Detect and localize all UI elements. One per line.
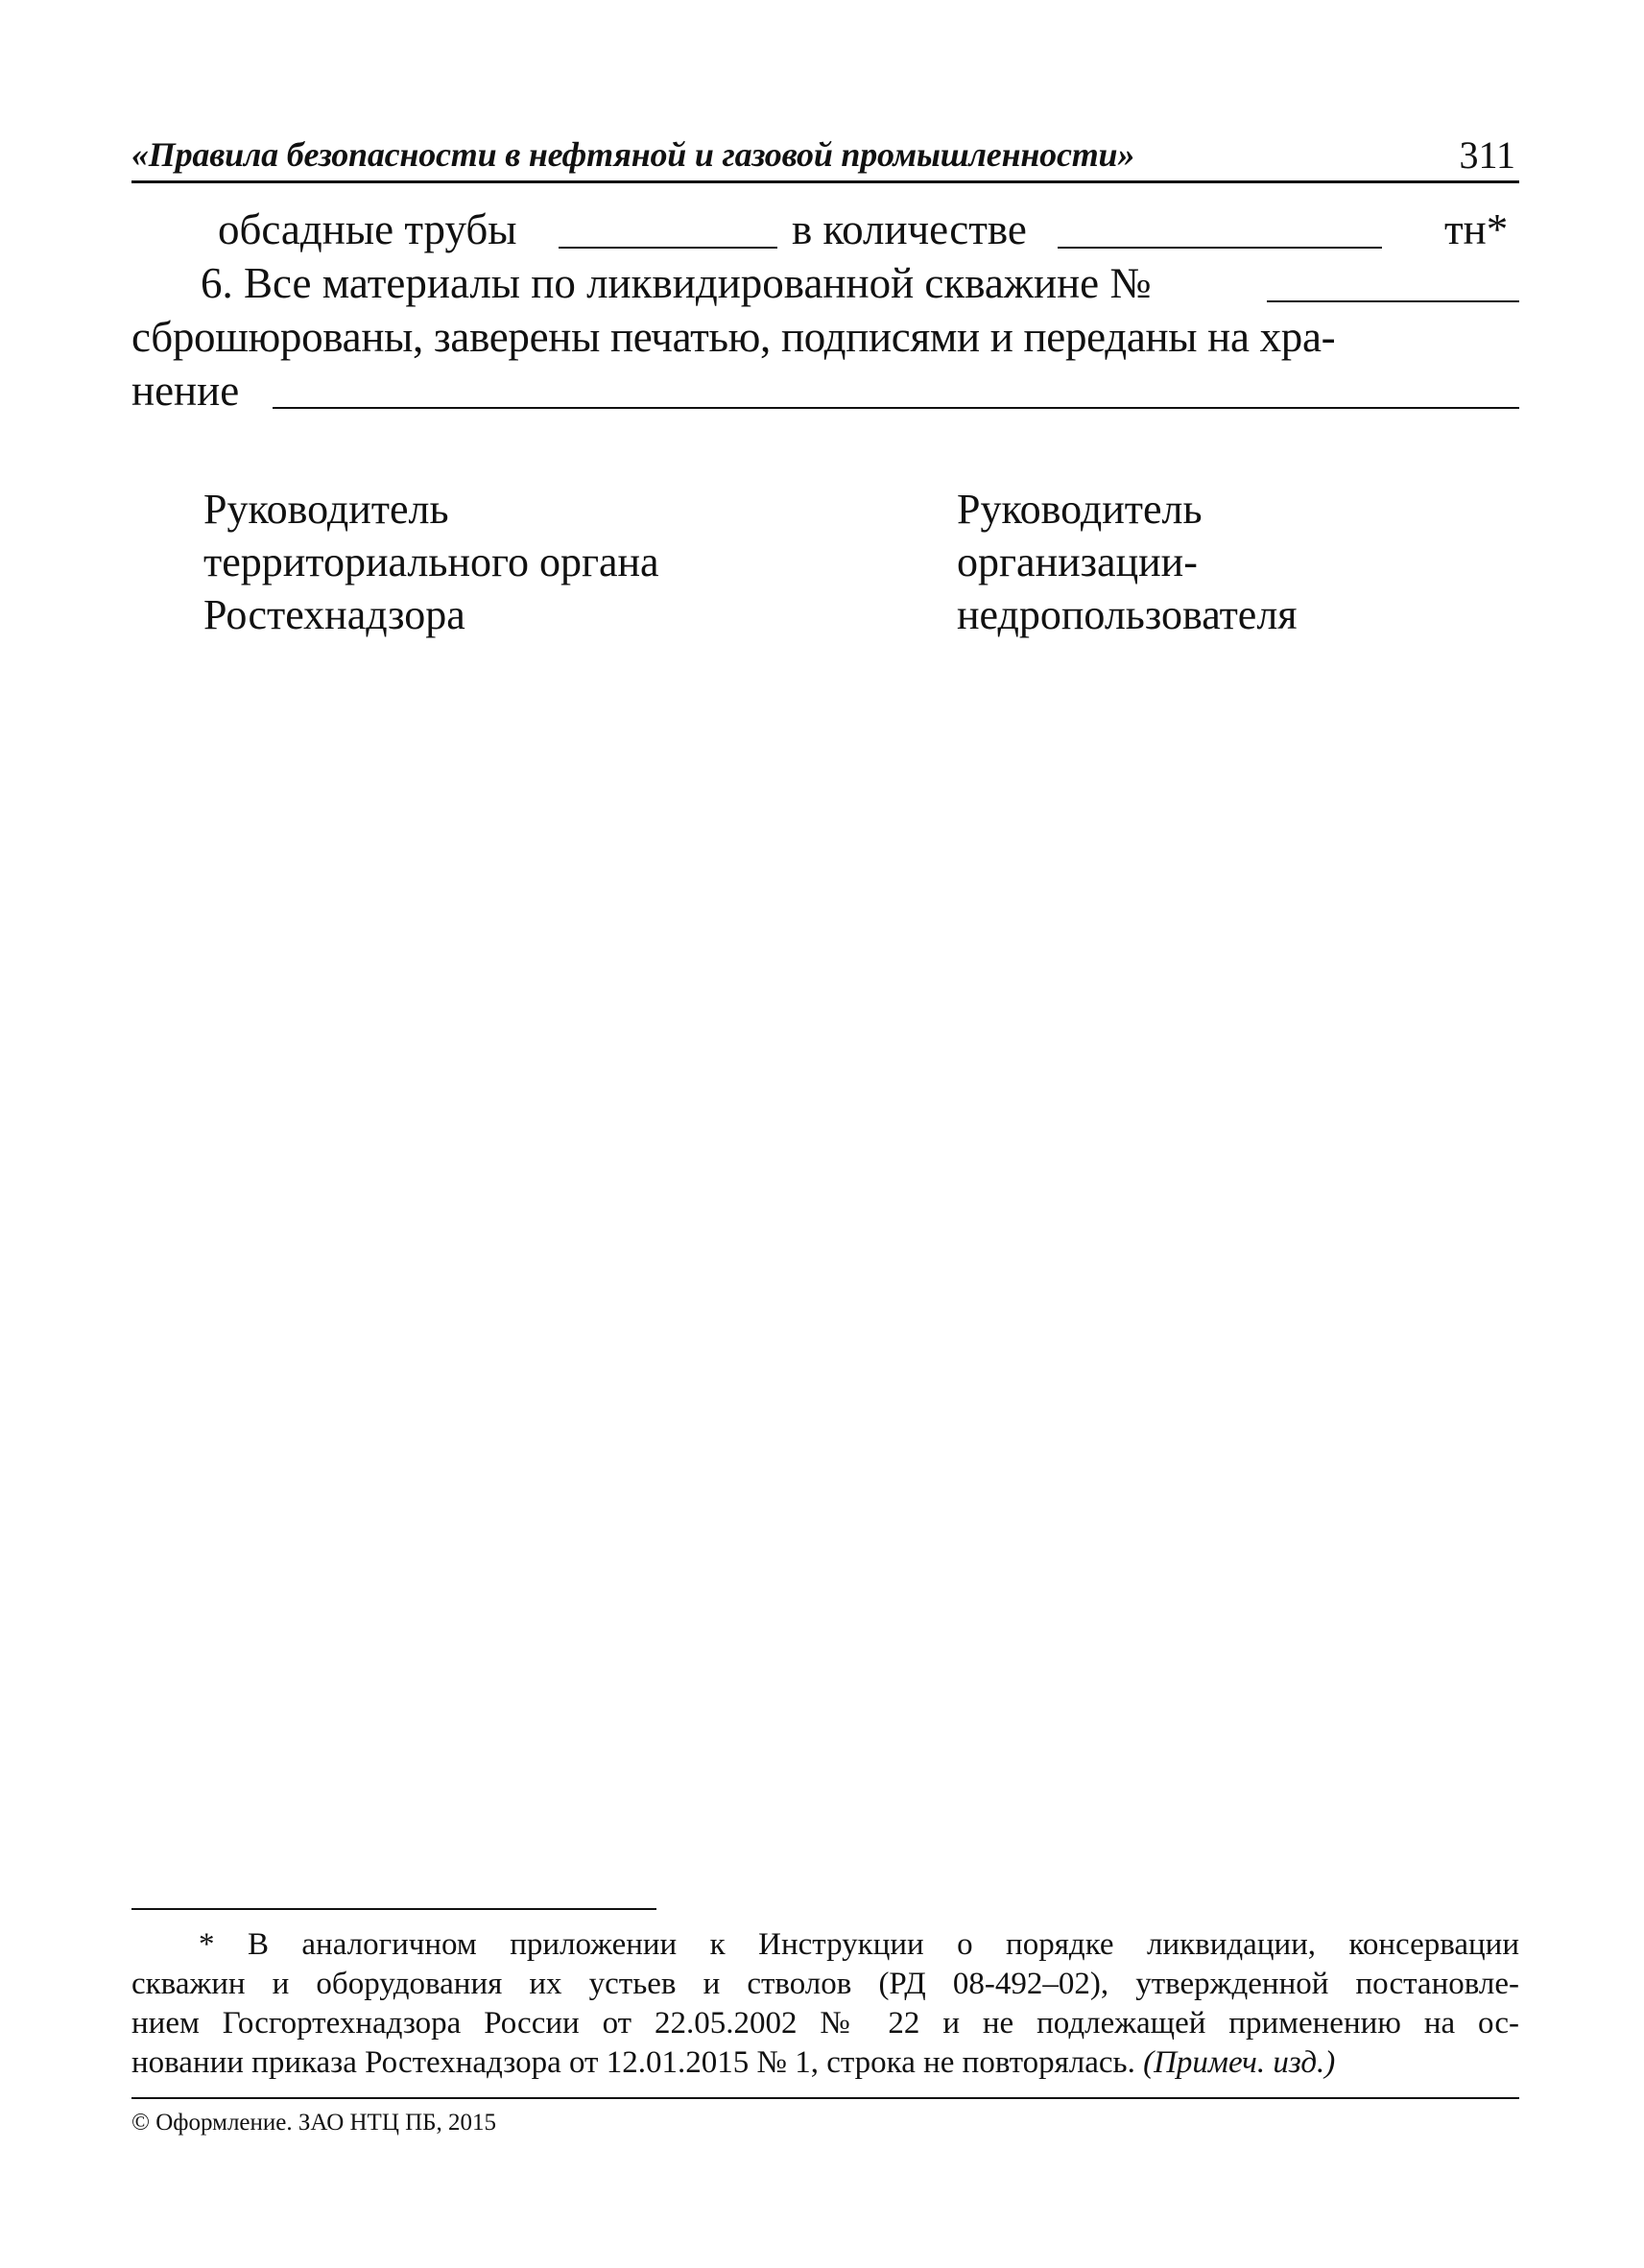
casing-label: обсадные трубы (218, 205, 517, 253)
item-6-text: 6. Все материалы по ликвидированной скважине № (201, 259, 1152, 307)
casing-blank (559, 247, 777, 249)
footnote-line-1: * В аналогичном приложении к Инструкции о порядке ликвидации, консервации (199, 1927, 1519, 1962)
signature-left-line-3: Ростехнадзора (203, 591, 465, 638)
page-number: 311 (1459, 133, 1515, 177)
quantity-label: в количестве (792, 205, 1027, 253)
well-number-blank (1267, 300, 1519, 302)
running-header (131, 132, 1519, 183)
editor-note: (Примеч. изд.) (1143, 2045, 1336, 2080)
footer-separator (131, 2097, 1519, 2099)
signature-right-line-1: Руководитель (957, 486, 1203, 533)
footnote-line-4 (131, 2043, 1519, 2083)
signature-left-line-2: территориального органа (203, 538, 659, 585)
footnote-line-2: скважин и оборудования их устьев и стволов (РД 08-492–02), утвержденной постановле- (131, 1967, 1519, 2001)
storage-label: нение (131, 367, 240, 415)
storage-blank (273, 407, 1519, 409)
footnote-separator (131, 1908, 656, 1910)
running-title: «Правила безопасности в нефтяной и газовой промышленности» (131, 135, 1135, 174)
copyright: © Оформление. ЗАО НТЦ ПБ, 2015 (131, 2110, 497, 2136)
footnote-line-4-text: новании приказа Ростехнадзора от 12.01.2015 № 1, строка не повторялась. (131, 2045, 1144, 2080)
item-6-continuation: сброшюрованы, заверены печатью, подписями и переданы на хра- (131, 313, 1336, 361)
signature-right (957, 483, 1298, 641)
signature-left (203, 483, 659, 641)
quantity-blank (1058, 247, 1382, 249)
body-text (131, 203, 1519, 434)
unit-label: тн* (1444, 205, 1509, 253)
signature-right-line-2: организации- (957, 538, 1198, 585)
signature-left-line-1: Руководитель (203, 486, 449, 533)
footnote (131, 1925, 1519, 2083)
signature-right-line-3: недропользователя (957, 591, 1298, 638)
footnote-line-3: нием Госгортехнадзора России от 22.05.2002 № 22 и не подлежащей применению на ос- (131, 2006, 1519, 2041)
